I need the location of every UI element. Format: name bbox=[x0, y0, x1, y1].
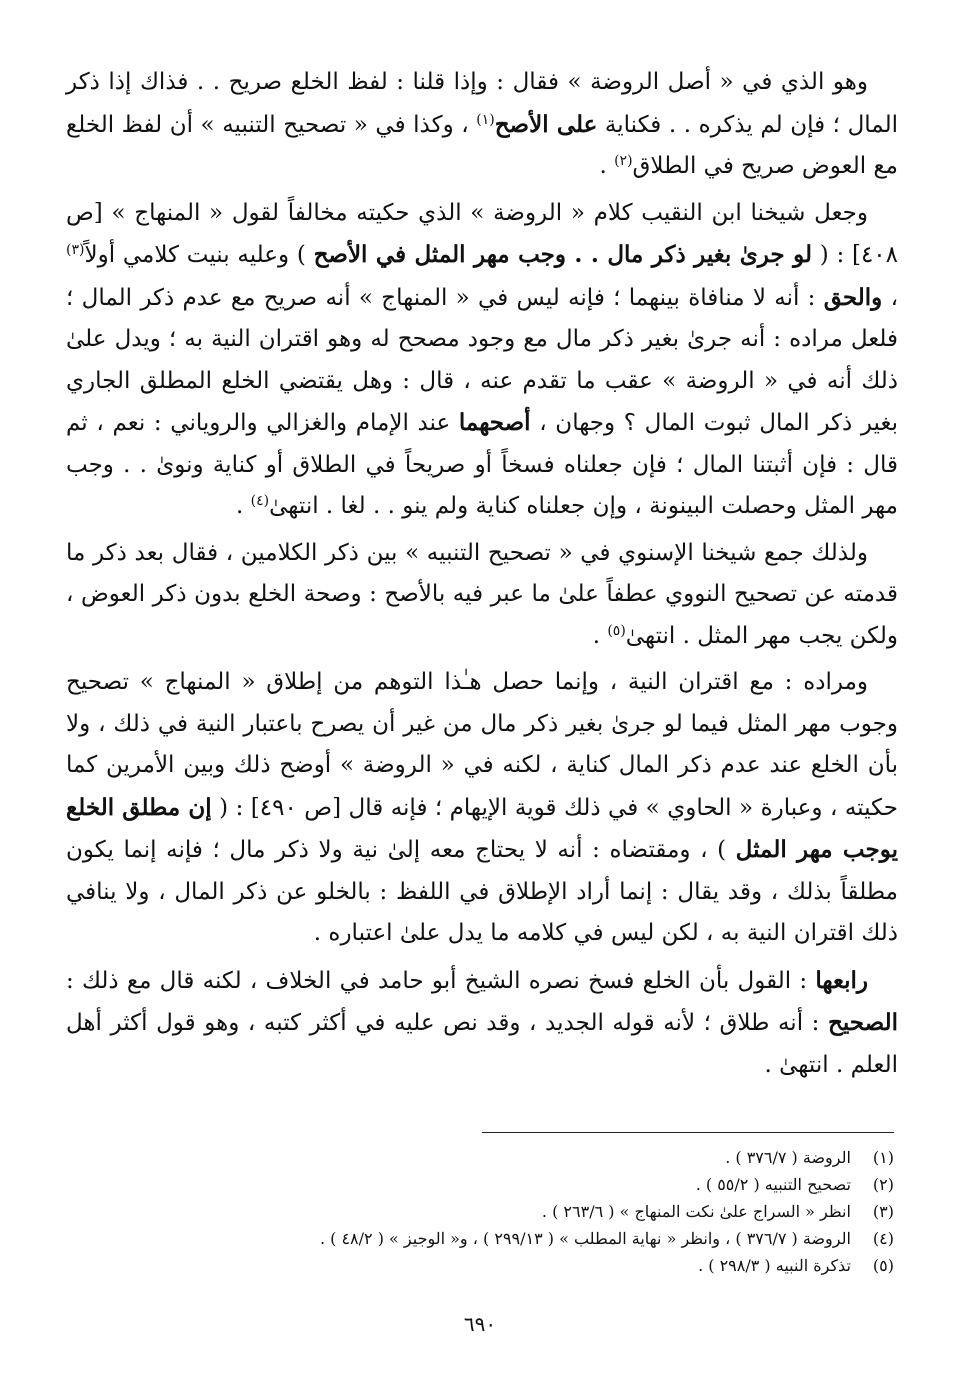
text-run: وجعل شيخنا ابن النقيب كلام « الروضة » الذي حكيته مخالفاً لقول « المنهاج » [ص ٤٠٨] : ( bbox=[66, 199, 898, 268]
footnote bbox=[62, 1225, 894, 1252]
footnote-ref[interactable]: (٥) bbox=[607, 622, 626, 639]
paragraph bbox=[66, 62, 898, 188]
footnote-ref[interactable]: (٤) bbox=[250, 493, 270, 509]
paragraph bbox=[66, 193, 898, 528]
bold-text: والحق bbox=[823, 283, 883, 311]
footnote-number: (٥) bbox=[872, 1256, 894, 1275]
text-run: . bbox=[592, 622, 608, 649]
bold-text: أصحهما bbox=[458, 409, 531, 436]
footnote-text: تصحيح التنبيه ( ٥٥/٢ ) . bbox=[695, 1175, 851, 1194]
main-text bbox=[66, 62, 898, 1086]
text-run: ، وكذا في « تصحيح التنبيه » أن لفظ الخلع مع العوض صريح في الطلاق bbox=[66, 111, 898, 179]
footnote-ref[interactable]: (٣) bbox=[66, 242, 85, 258]
bold-text: على الأصح bbox=[494, 110, 598, 138]
text-run: ) وعليه بنيت كلامي أولاً bbox=[84, 242, 314, 268]
text-run: : أنه طلاق ؛ لأنه قوله الجديد ، وقد نص عليه في أكثر كتبه ، وهو قول أكثر أهل العلم . انتهىٰ . bbox=[66, 1010, 898, 1078]
footnote-number: (٣) bbox=[872, 1202, 894, 1221]
footnote-text: انظر « السراج علىٰ نكت المنهاج » ( ٢٦٣/٦ ) . bbox=[541, 1202, 851, 1221]
footnote-ref[interactable]: (١) bbox=[476, 111, 495, 128]
text-run: ولذلك جمع شيخنا الإسنوي في « تصحيح التنبيه » بين ذكر الكلامين ، فقال بعد ذكر ما قدمته عن تصحيح النووي عطفاً علىٰ ما عبر فيه بالأصح : وصحة الخلع بدون ذكر العوض ، ولكن يجب مهر المثل . انتهىٰ bbox=[66, 539, 898, 649]
bold-text: لو جرىٰ بغير ذكر مال . . وجب مهر المثل في الأصح bbox=[313, 241, 812, 268]
text-run: : القول بأن الخلع فسخ نصره الشيخ أبو حامد في الخلاف ، لكنه قال مع ذلك : bbox=[66, 967, 816, 994]
footnote bbox=[62, 1144, 894, 1171]
bold-text: إن مطلق الخلع يوجب مهر المثل bbox=[66, 793, 899, 863]
paragraph bbox=[66, 960, 898, 1087]
paragraph bbox=[66, 533, 898, 658]
footnote-ref[interactable]: (٢) bbox=[614, 153, 633, 169]
bold-text: رابعها bbox=[815, 966, 868, 994]
footnote bbox=[62, 1198, 894, 1225]
footnote-number: (٤) bbox=[872, 1229, 894, 1248]
footnotes bbox=[62, 1144, 894, 1279]
footnote-number: (١) bbox=[872, 1148, 894, 1167]
footnote-divider bbox=[482, 1132, 894, 1133]
footnote-text: الروضة ( ٣٧٦/٧ ) . bbox=[725, 1148, 851, 1167]
text-run: ) ، ومقتضاه : أنه لا يحتاج معه إلىٰ نية ولا ذكر مال ؛ فإنه إنما يكون مطلقاً بذلك ، وقد يقال : إنما أراد الإطلاق في اللفظ : بالخلو عن ذكر المال ، ولا ينافي ذلك اقتران النية به ، لكن ليس في كلامه ما يدل علىٰ اعتباره . bbox=[66, 837, 898, 946]
bold-text: الصحيح bbox=[828, 1009, 898, 1036]
text-run: : أنه لا منافاة بينهما ؛ فإنه ليس في « المنهاج » أنه صريح مع عدم ذكر المال ؛ فلعل مراده : أنه جرىٰ بغير ذكر مال مع وجود مصحح له وهو اقتران النية به ؛ ويدل علىٰ ذلك أنه في « الروضة » عقب ما تقدم عنه ، قال : وهل يقتضي الخلع المطلق الجاري بغير ذكر المال ثبوت المال ؟ وجهان ، bbox=[66, 284, 898, 436]
paragraph bbox=[66, 662, 898, 955]
page-number: ٦٩٠ bbox=[463, 1312, 497, 1336]
text-run: . bbox=[599, 153, 615, 179]
footnote-number: (٢) bbox=[872, 1175, 894, 1194]
footnote-text: تذكرة النبيه ( ٢٩٨/٣ ) . bbox=[698, 1256, 851, 1275]
footnote-text: الروضة ( ٣٧٦/٧ ) ، وانظر « نهاية المطلب » ( ٢٩٩/١٣ ) ، و« الوجيز » ( ٤٨/٢ ) . bbox=[319, 1229, 851, 1248]
text-run: . bbox=[236, 493, 251, 519]
text-run: ومراده : مع اقتران النية ، وإنما حصل هـٰذا التوهم من إطلاق « المنهاج » تصحيح وجوب مهر المثل فيما لو جرىٰ بغير ذكر مال من غير أن يصرح باعتبار النية في ذلك ، ولا بأن الخلع عند عدم ذكر المال كناية ، لكنه في « الروضة » أوضح ذلك وبين الأمرين كما حكيته ، وعبارة « الحاوي » في ذلك قوية الإيهام ؛ فإنه قال [ص ٤٩٠] : ( bbox=[66, 669, 898, 821]
text-run: ، bbox=[882, 284, 899, 311]
footnote bbox=[62, 1252, 894, 1279]
footnote bbox=[62, 1171, 894, 1198]
text-run: وهو الذي في « أصل الروضة » فقال : وإذا قلنا : لفظ الخلع صريح . . فذاك إذا ذكر المال ؛ فإن لم يذكره . . فكناية bbox=[66, 69, 898, 138]
text-run: عند الإمام والغزالي والروياني : نعم ، ثم قال : فإن أثبتنا المال ؛ فإن جعلناه فسخاً أو صريحاً في الطلاق أو كناية ونوىٰ . . وجب مهر المثل وحصلت البينونة ، وإن جعلناه كناية ولم ينو . . لغا . انتهىٰ bbox=[66, 410, 898, 519]
